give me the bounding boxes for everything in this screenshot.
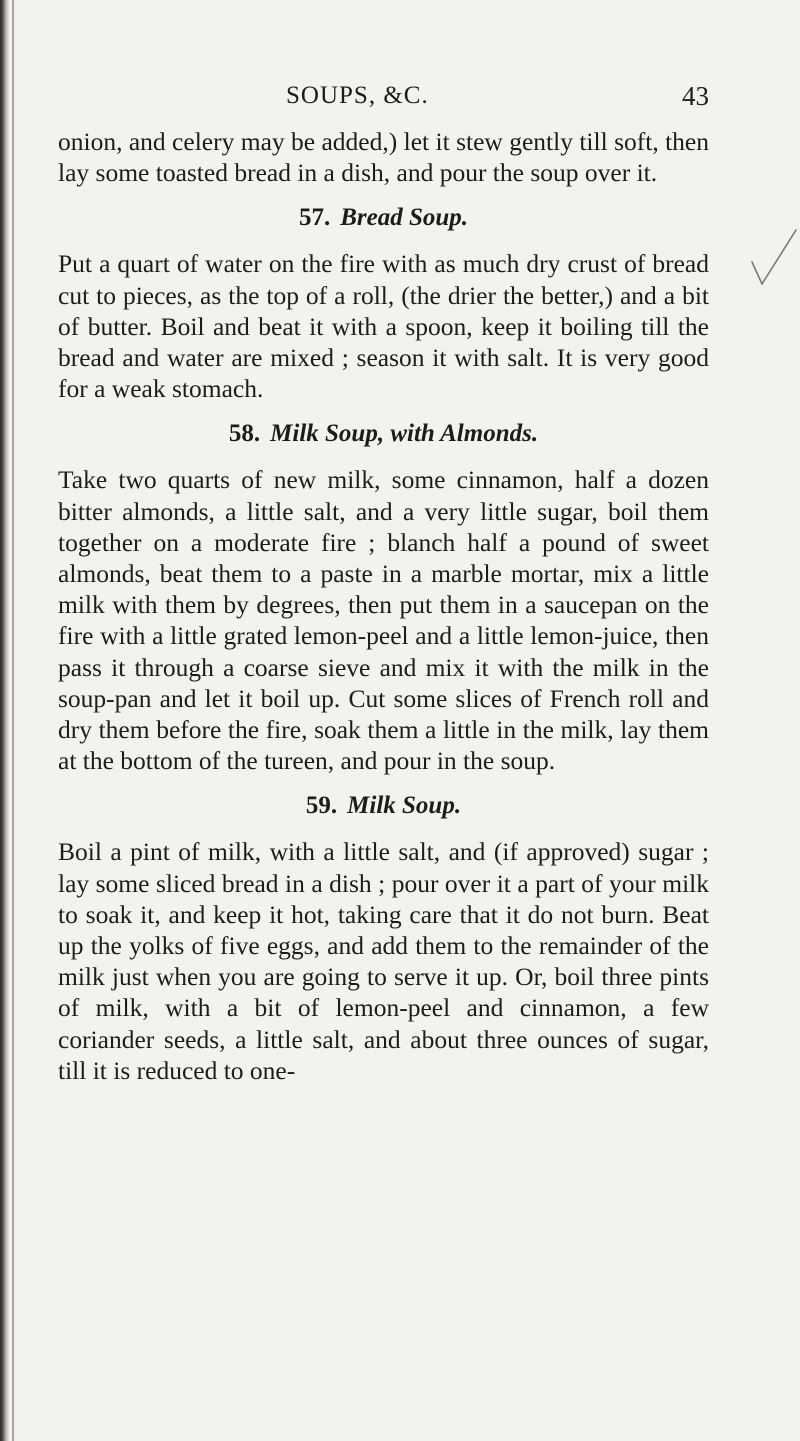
- recipe-number: 57.: [298, 204, 331, 232]
- recipe-number: 59.: [305, 792, 338, 820]
- recipe-title: Bread Soup.: [340, 204, 469, 232]
- recipe-heading-58: [58, 404, 709, 464]
- recipe-title: Milk Soup, with Almonds.: [270, 420, 539, 448]
- recipe-number: 58.: [228, 420, 261, 448]
- recipe-text-57: Put a quart of water on the fire with as much dry crust of bread cut to pieces, as the top of a roll, (the drier the better,) and a bit of butter. Boil and beat it with a spoon, keep it boiling till the bread and water are mixed ; season it with salt. It is very good for a weak stomach.: [58, 249, 709, 404]
- page-number: 43: [682, 81, 709, 111]
- running-head: [58, 78, 709, 114]
- pencil-check-mark-icon: [742, 228, 798, 288]
- text-column: [58, 126, 709, 1086]
- recipe-heading-57: [58, 188, 709, 248]
- recipe-title: Milk Soup.: [347, 792, 462, 820]
- recipe-text-59: Boil a pint of milk, with a little salt, and (if approved) sugar ; lay some sliced bread in a dish ; pour over it a part of your milk to soak it, and keep it hot, taking care that it do not burn. Beat up the yolks of five eggs, and add them to the remainder of the milk just when you are going to serve it up. Or, boil three pints of milk, with a bit of lemon-peel and cinnamon, a few coriander seeds, a little salt, and about three ounces of sugar, till it is reduced to one-: [58, 837, 709, 1085]
- binding-line: [12, 0, 14, 1441]
- recipe-text-58: Take two quarts of new milk, some cinnamon, half a dozen bitter almonds, a little salt, and a very little sugar, boil them together on a moderate fire ; blanch half a pound of sweet almonds, beat them to a paste in a marble mortar, mix a little milk with them by degrees, then put them in a saucepan on the fire with a little grated lemon-peel and a little lemon-juice, then pass it through a coarse sieve and mix it with the milk in the soup-pan and let it boil up. Cut some slices of French roll and dry them before the fire, soak them a little in the milk, lay them at the bottom of the tureen, and pour in the soup.: [58, 465, 709, 776]
- running-title: SOUPS, &C.: [286, 82, 429, 109]
- recipe-heading-59: [58, 776, 709, 836]
- book-binding-edge: [0, 0, 9, 1441]
- continuation-paragraph: onion, and celery may be added,) let it stew gently till soft, then lay some toasted bread in a dish, and pour the soup over it.: [58, 127, 709, 188]
